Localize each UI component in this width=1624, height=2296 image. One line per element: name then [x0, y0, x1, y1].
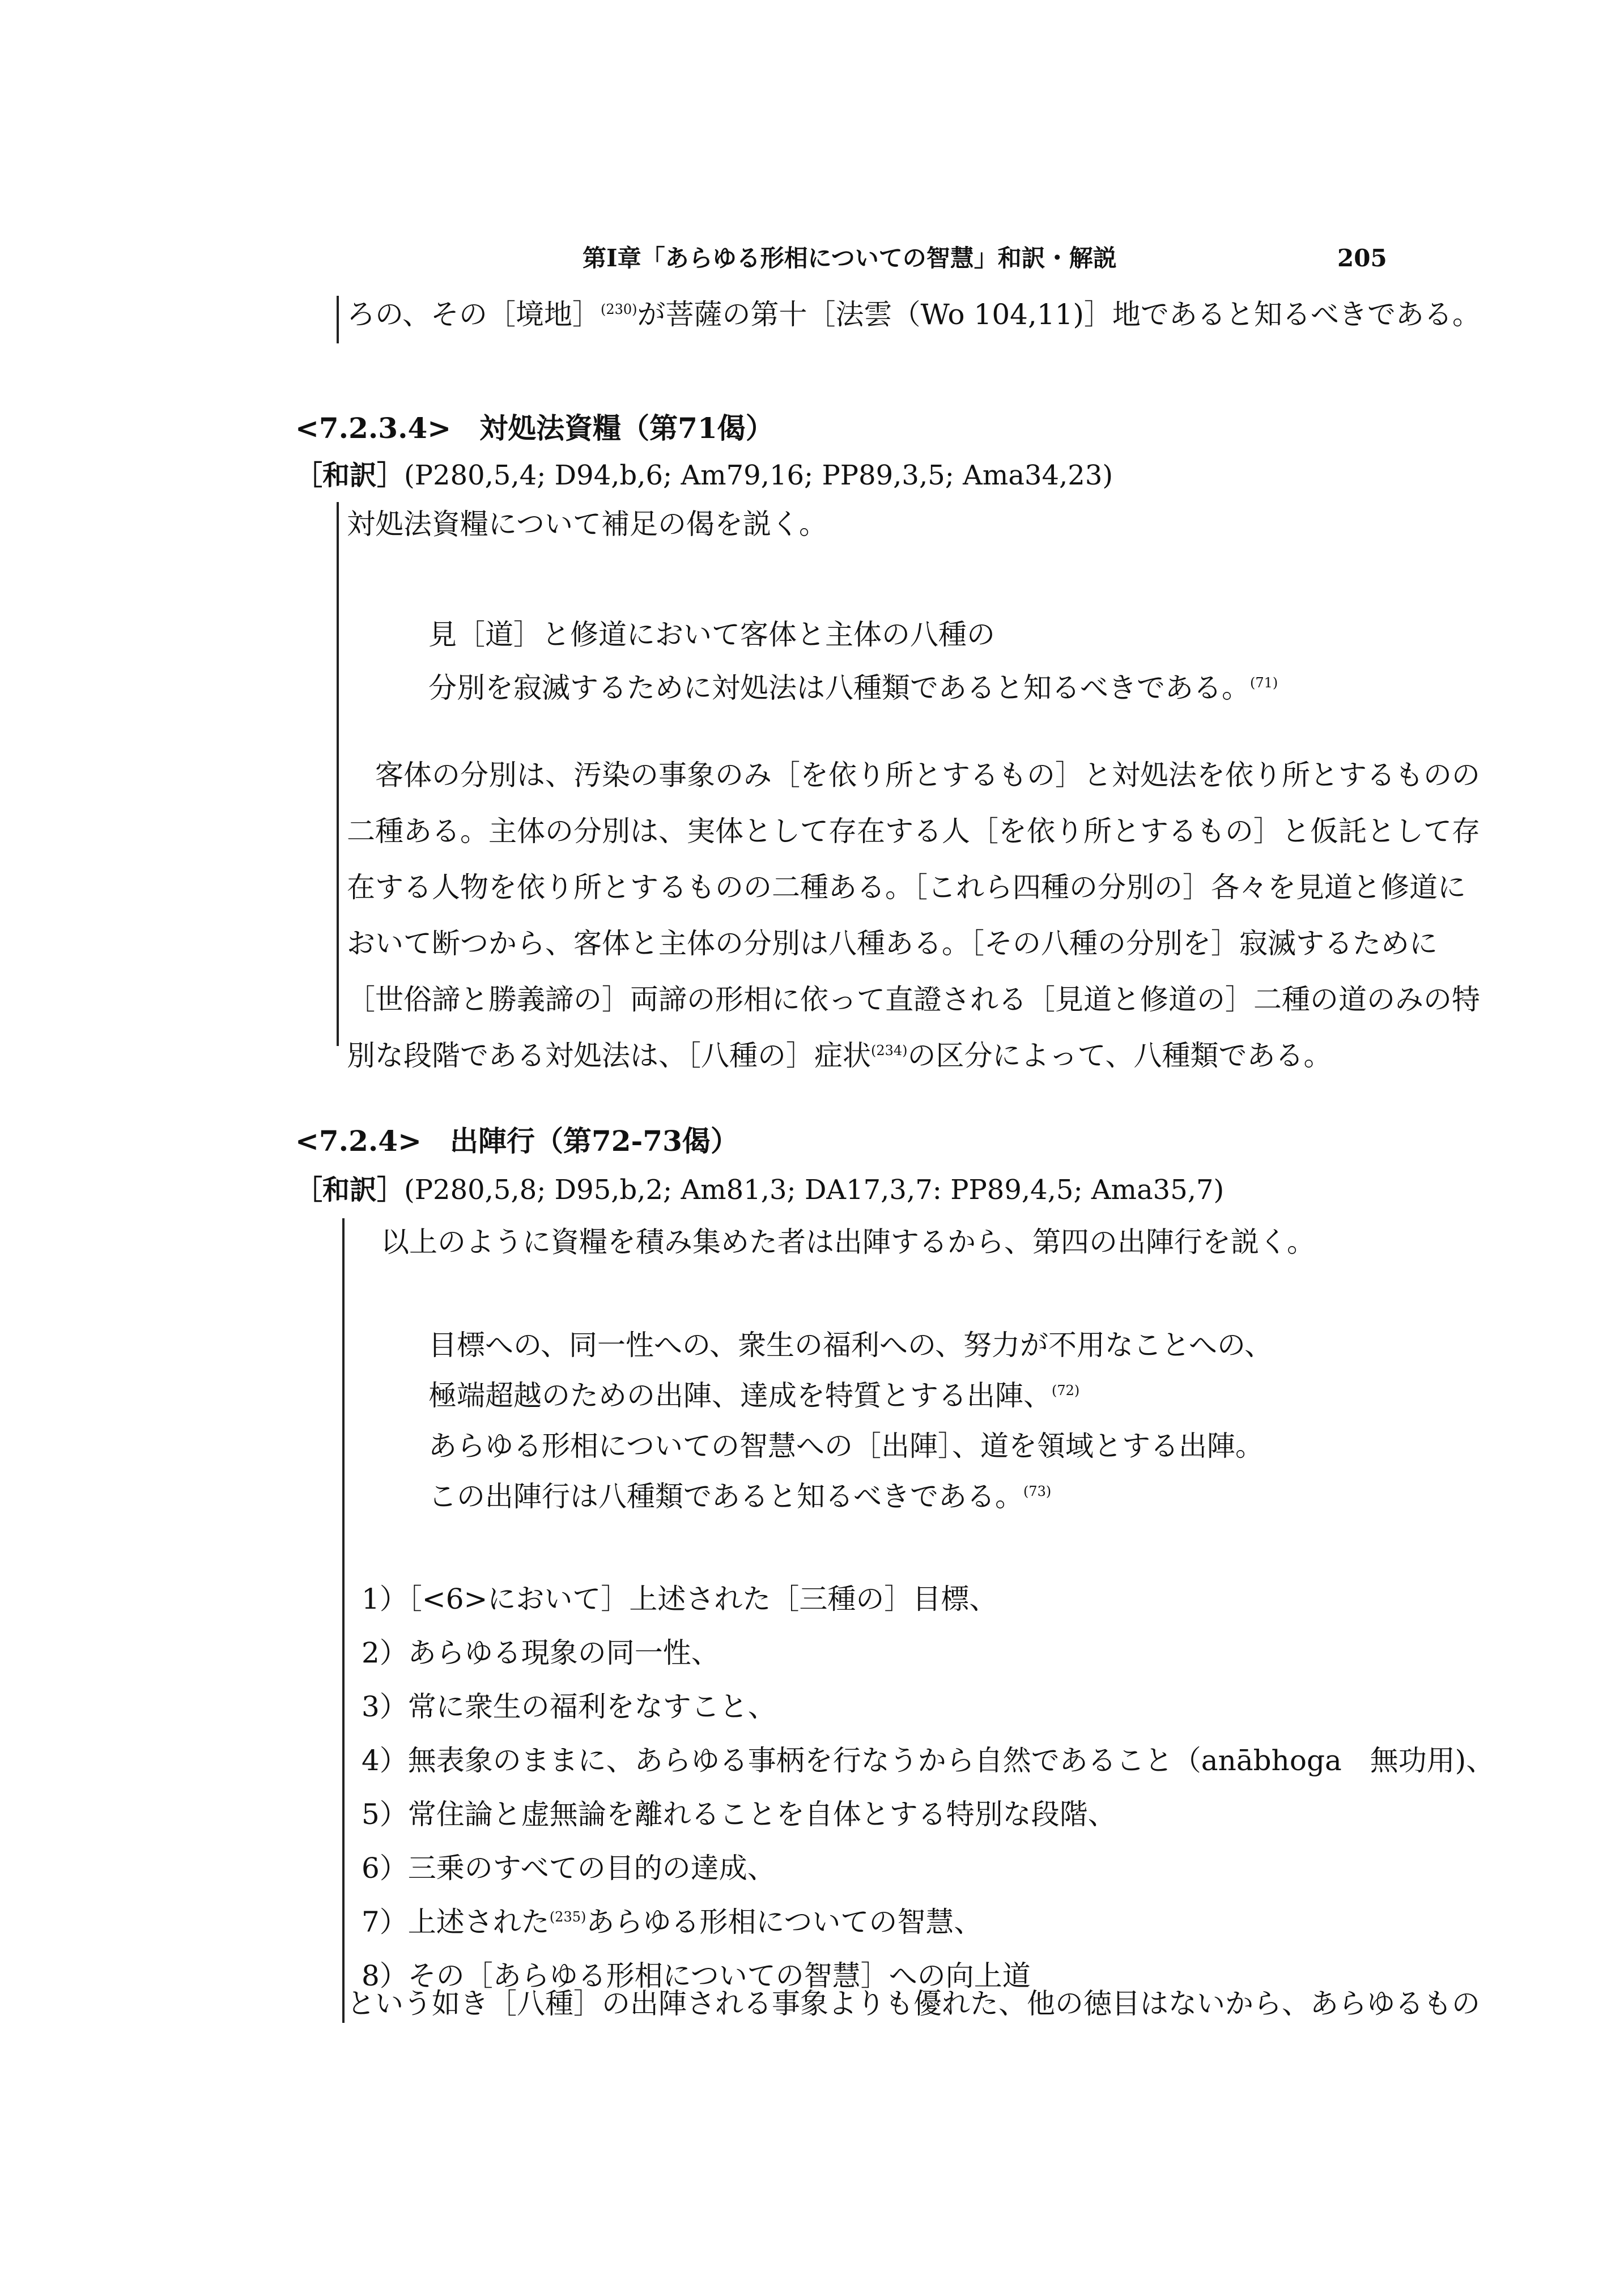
text-segment: 6）三乗のすべての目的の達成、: [362, 1852, 776, 1885]
text-segment: 4）無表象のままに、あらゆる事柄を行なうから自然であること（anābhoga 無功用)、: [362, 1744, 1495, 1777]
margin-bar: [337, 296, 339, 343]
text-segment: この出陣行は八種類であると知るべきである。: [428, 1480, 1023, 1513]
text-segment: 1）［<6>において］上述された［三種の］目標、: [362, 1583, 998, 1615]
translation-reference: [295, 1173, 1224, 1207]
text-segment: 2）あらゆる現象の同一性、: [362, 1636, 720, 1669]
translation-reference: [295, 458, 1113, 492]
text-segment: 8）その［あらゆる形相についての智慧］への向上道: [362, 1959, 1031, 1992]
commentary-line: [347, 870, 1466, 904]
commentary-line: [347, 926, 1438, 960]
closing-line: [347, 1987, 1480, 2021]
text-segment: 極端超越のための出陣、達成を特質とする出陣、: [428, 1379, 1052, 1412]
footnote-ref: (73): [1023, 1483, 1052, 1499]
text-segment: ろの、その［境地］: [347, 298, 601, 331]
text-segment: 3）常に衆生の福利をなすこと、: [362, 1690, 776, 1723]
verse-line: [428, 618, 995, 652]
text-segment: 目標への、同一性への、衆生の福利への、努力が不用なことへの、: [428, 1329, 1273, 1362]
list-item: [362, 1744, 1494, 1778]
footnote-ref: (72): [1052, 1383, 1080, 1398]
verse-line: [428, 1328, 1273, 1362]
section-heading: <7.2.3.4> 対処法資糧（第71偈）: [295, 411, 774, 445]
list-item: [362, 1851, 776, 1885]
text-segment: (P280,5,4; D94,b,6; Am79,16; PP89,3,5; Ama34,23): [404, 460, 1113, 491]
text-segment: ［世俗諦と勝義諦の］両諦の形相に依って直證される［見道と修道の］二種の道のみの特: [347, 983, 1480, 1016]
list-item: [362, 1905, 982, 1939]
commentary-line: [347, 758, 1480, 792]
footnote-ref: (234): [871, 1043, 908, 1058]
footnote-ref: (71): [1250, 675, 1278, 691]
text-segment: 客体の分別は、汚染の事象のみ［を依り所とするもの］と対処法を依り所とするものの: [347, 759, 1480, 792]
commentary-line: [347, 1039, 1332, 1073]
text-segment: 二種ある。主体の分別は、実体として存在する人［を依り所とするもの］と仮託として存: [347, 815, 1480, 848]
verse-line: [428, 1479, 1051, 1513]
continuation-line: [347, 297, 1481, 331]
margin-bar: [342, 1218, 345, 2023]
intro-line: 対処法資糧について補足の偈を説く。: [347, 508, 827, 541]
list-item: [362, 1636, 720, 1670]
text-segment: あらゆる形相についての智慧への［出陣］、道を領域とする出陣。: [428, 1430, 1264, 1462]
text-segment: の区分によって、八種類である。: [907, 1039, 1332, 1072]
verse-line: [428, 671, 1278, 705]
footnote-ref: (230): [601, 301, 637, 317]
text-segment: 分別を寂滅するために対処法は八種類であると知るべきである。: [428, 671, 1250, 704]
text-segment: 5）常住論と虚無論を離れることを自体とする特別な段階、: [362, 1798, 1116, 1831]
text-segment: あらゆる形相についての智慧、: [586, 1906, 983, 1938]
text-segment: 見［道］と修道において客体と主体の八種の: [428, 618, 995, 651]
list-item: [362, 1582, 997, 1616]
list-item: [362, 1690, 776, 1724]
text-segment: が菩薩の第十［法雲（Wo 104,11)］地であると知るべきである。: [637, 298, 1481, 331]
text-segment: という如き［八種］の出陣される事象よりも優れた、他の徳目はないから、あらゆるもの: [347, 1987, 1480, 2020]
verse-line: [428, 1429, 1264, 1463]
text-segment: 7）上述された: [362, 1906, 550, 1938]
text-segment: 在する人物を依り所とするものの二種ある。［これら四種の分別の］各々を見道と修道に: [347, 871, 1466, 904]
section-heading: <7.2.4> 出陣行（第72-73偈）: [295, 1124, 739, 1158]
intro-line: 以上のように資糧を積み集めた者は出陣するから、第四の出陣行を説く。: [381, 1226, 1315, 1258]
verse-line: [428, 1379, 1079, 1413]
text-segment: おいて断つから、客体と主体の分別は八種ある。［その八種の分別を］寂滅するために: [347, 927, 1438, 960]
text-segment: ［和訳］: [295, 1174, 405, 1206]
footnote-ref: (235): [549, 1909, 586, 1925]
page-number: 205: [1337, 244, 1387, 272]
running-title: 第Ⅰ章「あらゆる形相についての智慧」和訳・解説: [583, 244, 1117, 272]
margin-bar: [337, 502, 339, 1046]
commentary-line: [347, 814, 1480, 848]
commentary-line: [347, 983, 1480, 1017]
text-segment: (P280,5,8; D95,b,2; Am81,3; DA17,3,7: PP89,4,5; Ama35,7): [404, 1174, 1225, 1206]
text-segment: ［和訳］: [295, 460, 405, 491]
text-segment: 別な段階である対処法は、［八種の］症状: [347, 1039, 871, 1072]
list-item: [362, 1797, 1116, 1831]
